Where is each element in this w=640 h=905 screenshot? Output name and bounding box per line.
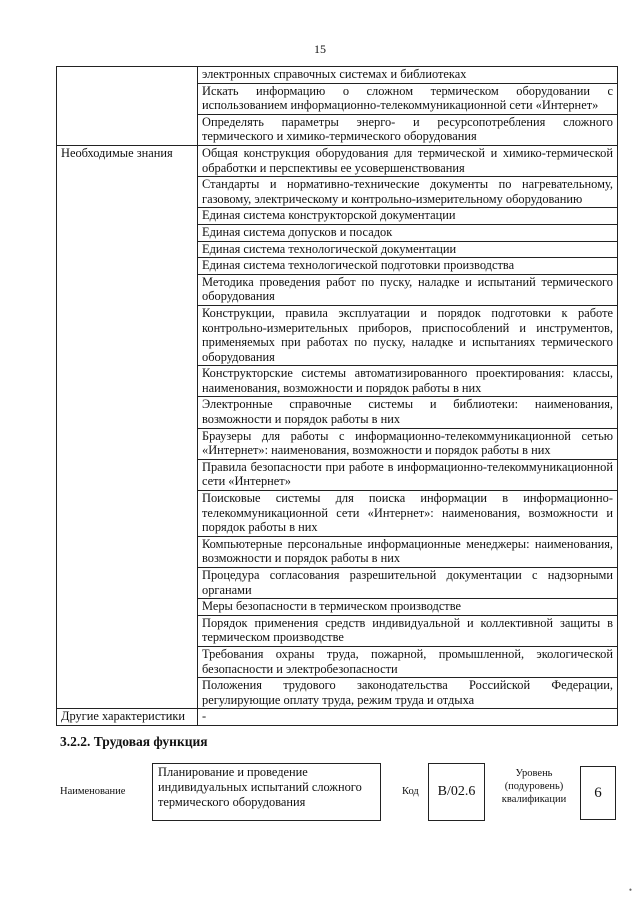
function-name-box: Планирование и проведение индивидуальных испытаний сложного термического оборудования — [152, 763, 381, 821]
function-code-box: B/02.6 — [428, 763, 485, 821]
table-cell: Процедура согласования разрешительной документации с надзорными органами — [198, 568, 618, 599]
table-cell: Браузеры для работы с информационно-телекоммуникационной сетью «Интернет»: наименования, возможности и порядок работы в них — [198, 428, 618, 459]
table-label-cell — [57, 67, 198, 146]
code-label: Код — [402, 786, 419, 797]
table-cell: Требования охраны труда, пожарной, промышленной, экологической безопасности и электробезопасности — [198, 646, 618, 677]
table-cell: Меры безопасности в термическом производстве — [198, 599, 618, 616]
table-cell: - — [198, 709, 618, 726]
table-cell: Единая система технологической подготовки производства — [198, 258, 618, 275]
table-cell: Конструкции, правила эксплуатации и порядок подготовки к работе контрольно-измерительных приборов, приспособлений и инструментов, применяемых при работах по пуску, наладке и испытаниях термического оборудования — [198, 305, 618, 365]
table-cell: Конструкторские системы автоматизированного проектирования: классы, наименования, возможности и порядок работы в них — [198, 366, 618, 397]
table-cell: Общая конструкция оборудования для термической и химико-термической обработки и перспективы ее усовершенствования — [198, 145, 618, 176]
name-label: Наименование — [60, 786, 126, 797]
table-cell: Методика проведения работ по пуску, наладке и испытаний термического оборудования — [198, 274, 618, 305]
table-cell: Определять параметры энерго- и ресурсопотребления сложного термического и химико-термического оборудования — [198, 114, 618, 145]
scan-edge-mark: • — [628, 885, 632, 895]
requirements-table — [56, 66, 618, 726]
table-row — [57, 145, 618, 176]
table-cell: Правила безопасности при работе в информационно-телекоммуникационной сети «Интернет» — [198, 459, 618, 490]
table-cell: Поисковые системы для поиска информации в информационно-телекоммуникационной сети «Интернет»: наименования, возможности и порядок работы в них — [198, 491, 618, 537]
page-number: 15 — [314, 42, 326, 56]
section-heading: 3.2.2. Трудовая функция — [60, 734, 208, 749]
table-cell: электронных справочных системах и библиотеках — [198, 67, 618, 84]
table-cell: Единая система технологической документации — [198, 241, 618, 258]
table-cell: Искать информацию о сложном термическом оборудовании с использованием информационно-телекоммуникационной сети «Интернет» — [198, 83, 618, 114]
table-cell: Единая система допусков и посадок — [198, 224, 618, 241]
table-cell: Компьютерные персональные информационные менеджеры: наименования, возможности и порядок работы в них — [198, 536, 618, 567]
level-label: Уровень (подуровень) квалификации — [501, 768, 567, 805]
table-label-cell: Другие характеристики — [57, 709, 198, 726]
table-cell: Стандарты и нормативно-технические документы по нагревательному, газовому, электрическому и контрольно-измерительному оборудованию — [198, 177, 618, 208]
table-cell: Положения трудового законодательства Российской Федерации, регулирующие оплату труда, режим труда и отдыха — [198, 678, 618, 709]
level-box: 6 — [580, 766, 616, 820]
table-cell: Электронные справочные системы и библиотеки: наименования, возможности и порядок работы в них — [198, 397, 618, 428]
table-cell: Единая система конструкторской документации — [198, 208, 618, 225]
table-row — [57, 709, 618, 726]
table-label-cell: Необходимые знания — [57, 145, 198, 708]
table-row — [57, 67, 618, 84]
table-cell: Порядок применения средств индивидуальной и коллективной защиты в термическом производстве — [198, 615, 618, 646]
